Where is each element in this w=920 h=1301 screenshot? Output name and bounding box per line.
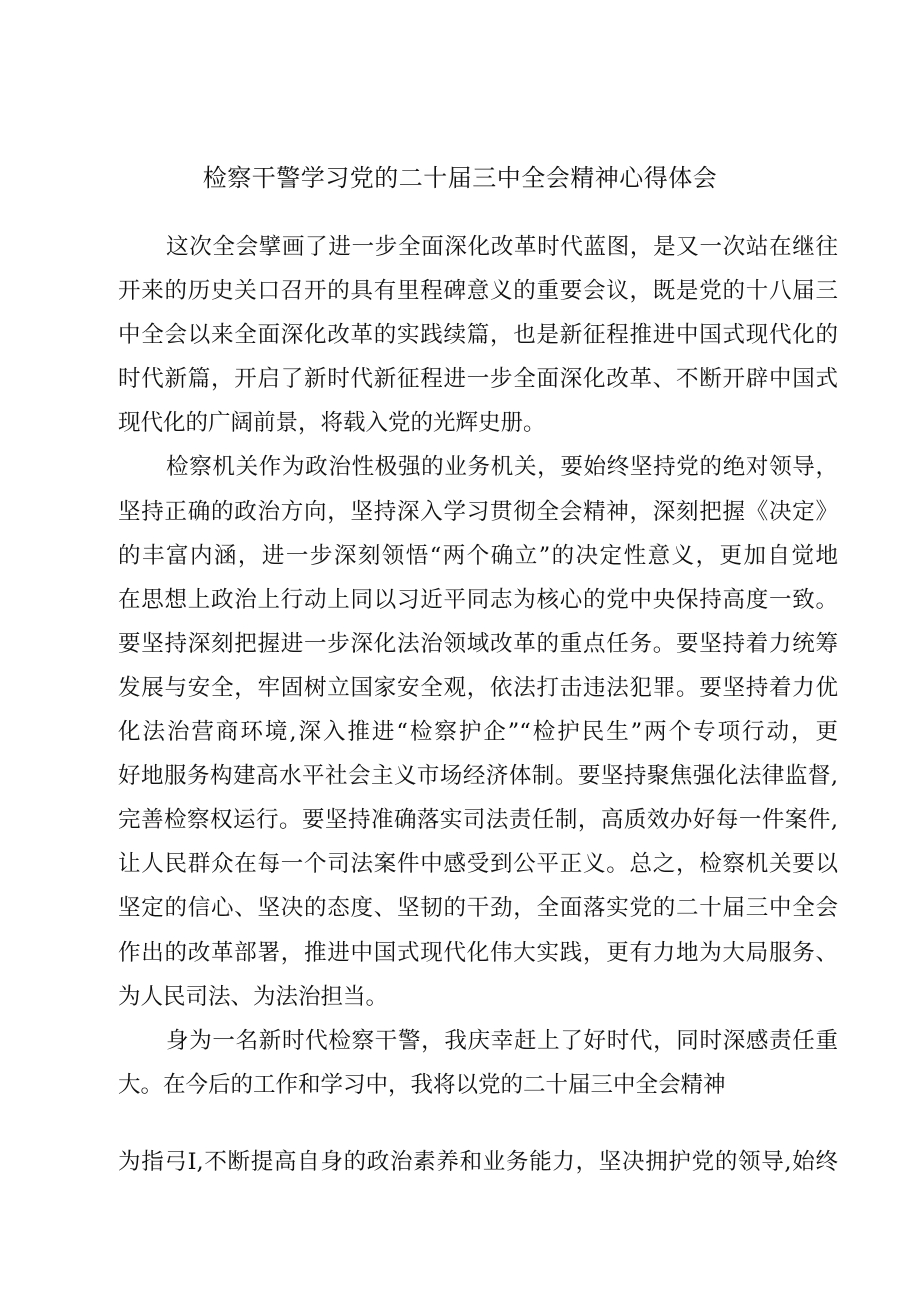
paragraph-line: 这次全会擘画了进一步全面深化改革时代蓝图，是又一次站在继往 <box>166 234 838 260</box>
paragraph-line: 坚持正确的政治方向，坚持深入学习贯彻全会精神，深刻把握《决定》 <box>118 498 838 525</box>
paragraph-line: 要坚持深刻把握进一步深化法治领域改革的重点任务。要坚持着力统筹 <box>118 630 838 657</box>
paragraph-line: 检察机关作为政治性极强的业务机关，要始终坚持党的绝对领导， <box>166 454 838 481</box>
paragraph-line: 的丰富内涵，进一步深刻领悟“两个确立”的决定性意义，更加自觉地 <box>118 542 838 569</box>
paragraph-line: 身为一名新时代检察干警，我庆幸赶上了好时代，同时深感责任重 <box>166 1027 838 1054</box>
paragraph-line: 让人民群众在每一个司法案件中感受到公平正义。总之，检察机关要以 <box>118 851 838 878</box>
paragraph-line: 中全会以来全面深化改革的实践续篇，也是新征程推进中国式现代化的 <box>118 322 838 349</box>
paragraph-line: 化法治营商环境,深入推进“检察护企”“检护民生”两个专项行动，更 <box>118 719 838 746</box>
paragraph-line: 作出的改革部署，推进中国式现代化伟大实践，更有力地为大局服务、 <box>118 939 838 966</box>
document-body-continued <box>118 1140 838 1184</box>
paragraph-line: 开来的历史关口召开的具有里程碑意义的重要会议，既是党的十八届三 <box>118 278 838 305</box>
paragraph-line: 为指弓I,不断提高自身的政治素养和业务能力，坚决拥护党的领导,始终 <box>118 1149 838 1175</box>
document-title: 检察干警学习党的二十届三中全会精神心得体会 <box>202 164 718 192</box>
paragraph-line: 完善检察权运行。要坚持准确落实司法责任制，高质效办好每一件案件, <box>118 807 838 834</box>
paragraph-line: 发展与安全，牢固树立国家安全观，依法打击违法犯罪。要坚持着力优 <box>118 674 838 701</box>
paragraph-line: 时代新篇，开启了新时代新征程进一步全面深化改革、不断开辟中国式 <box>118 366 838 393</box>
paragraph-line: 为人民司法、为法治担当。 <box>118 983 389 1010</box>
paragraph-line: 好地服务构建高水平社会主义市场经济体制。要坚持聚焦强化法律监督, <box>118 763 838 790</box>
paragraph-line: 在思想上政治上行动上同以习近平同志为核心的党中央保持高度一致。 <box>118 586 838 613</box>
document-body <box>118 225 838 1107</box>
paragraph-line: 大。在今后的工作和学习中，我将以党的二十届三中全会精神 <box>118 1071 726 1098</box>
paragraph-line: 坚定的信心、坚决的态度、坚韧的干劲，全面落实党的二十届三中全会 <box>118 895 838 922</box>
paragraph-line: 现代化的广阔前景，将载入党的光辉史册。 <box>118 410 546 437</box>
